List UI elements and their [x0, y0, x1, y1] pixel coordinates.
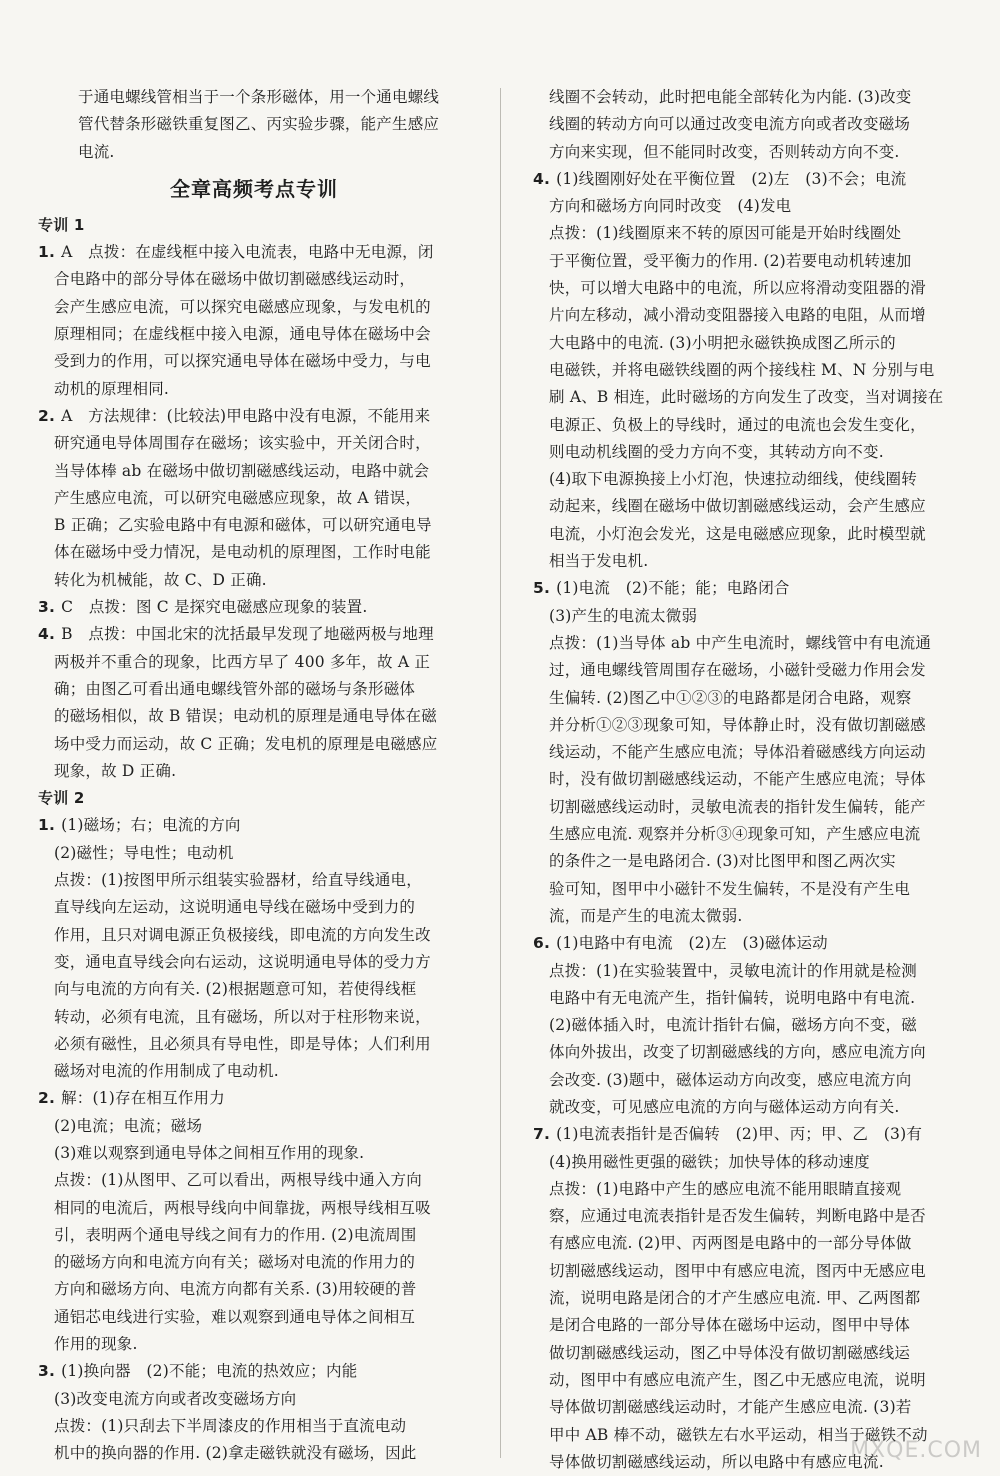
text-line: 验可知，图甲中小磁针不发生偏转，不是没有产生电: [549, 879, 911, 898]
text-line: 生偏转. (2)图乙中①②③的电路都是闭合电路，观察: [549, 688, 912, 707]
text-line: 研究通电导体周围存在磁场；该实验中，开关闭合时，: [54, 434, 431, 453]
text-line: 点拨：(1)电路中产生的感应电流不能用眼睛直接观: [549, 1179, 902, 1198]
text-line: 管代替条形磁铁重复图乙、丙实验步骤，能产生感应: [78, 115, 440, 134]
text-line: 点拨：(1)当导体 ab 中产生电流时，螺线管中有电流通: [549, 633, 932, 652]
answer-item: [38, 1358, 470, 1385]
answer-item: [533, 930, 963, 957]
text-line: 合电路中的部分导体在磁场中做切割磁感线运动时，: [54, 270, 416, 289]
text-line: B 正确；乙实验电路中有电源和磁体，可以研究通电导: [54, 516, 432, 535]
answer-item: [533, 575, 963, 602]
text-line: 点拨：(1)线圈原来不转的原因可能是开始时线圈处: [549, 224, 902, 243]
text-line: (2)磁性；导电性；电动机: [54, 843, 234, 862]
text-line: 有感应电流. (2)甲、丙两图是电路中的一部分导体做: [549, 1234, 912, 1253]
text-line: 两极并不重合的现象，比西方早了 400 多年，故 A 正: [54, 652, 431, 671]
text-line: 必须有磁性，且必须具有导电性，即是导体；人们利用: [54, 1034, 431, 1053]
text-line: (4)取下电源换接上小灯泡，快速拉动细线，使线圈转: [549, 470, 917, 489]
answer-item: [38, 239, 470, 266]
text-line: 点拨：(1)按图甲所示组装实验器材，给直导线通电，: [54, 871, 422, 890]
text-line: 电源正、负极上的导线时，通过的电流也会发生变化，: [549, 415, 926, 434]
text-line: 于通电螺线管相当于一个条形磁体，用一个通电螺线: [78, 88, 440, 106]
text-line: 通铝芯电线进行实验，难以观察到通电导体之间相互: [54, 1307, 416, 1326]
right-column: [533, 84, 963, 1476]
text-line: 确；由图乙可看出通电螺线管外部的磁场与条形磁体: [54, 679, 416, 698]
text-line: 电流.: [78, 142, 115, 161]
text-line: 时，没有做切割磁感线运动，不能产生感应电流；导体: [549, 770, 926, 789]
item-text: (1)线圈刚好处在平衡位置 (2)左 (3)不会；电流: [556, 169, 907, 188]
item-text: A 点拨：在虚线框中接入电流表，电路中无电源，闭: [61, 243, 434, 262]
text-line: 线运动，不能产生感应电流；导体沿着磁感线方向运动: [549, 743, 926, 762]
text-line: (4)换用磁性更强的磁铁；加快导体的移动速度: [549, 1152, 870, 1171]
item-number: 5.: [533, 579, 551, 598]
item-text: (1)电流 (2)不能；能；电路闭合: [556, 579, 790, 598]
text-line: 察，应通过电流表指针是否发生偏转，判断电路中是否: [549, 1207, 926, 1226]
text-line: 则电动机线圈的受力方向不变，其转动方向不变.: [549, 442, 884, 461]
section-heading: 专训 2: [38, 789, 85, 808]
text-line: 转动，必须有电流，且有磁场，所以对于柱形物来说，: [54, 1007, 431, 1026]
text-line: 过，通电螺线管周围存在磁场，小磁针受磁力作用会发: [549, 661, 926, 680]
item-number: 3.: [38, 598, 56, 617]
text-line: 刷 A、B 相连，此时磁场的方向发生了改变，当对调接在: [549, 388, 944, 407]
text-line: 片向左移动，减小滑动变阻器接入电路的电阻，从而增: [549, 306, 926, 325]
item-text: (1)磁场；右；电流的方向: [61, 816, 241, 835]
text-line: 机中的换向器的作用. (2)拿走磁铁就没有磁场，因此: [54, 1444, 417, 1463]
answer-item: [533, 166, 963, 193]
text-line: 场中受力而运动，故 C 正确；发电机的原理是电磁感应: [54, 734, 438, 753]
text-line: 甲中 AB 棒不动，磁铁左右水平运动，相当于磁铁不动: [549, 1425, 928, 1444]
answer-item: [38, 621, 470, 648]
text-line: 切割磁感线运动时，灵敏电流表的指针发生偏转，能产: [549, 797, 926, 816]
text-line: 并分析①②③现象可知，导体静止时，没有做切割磁感: [549, 715, 926, 734]
item-number: 3.: [38, 1362, 56, 1381]
text-line: 相当于发电机.: [549, 552, 649, 571]
text-line: 生感应电流. 观察并分析③④现象可知，产生感应电流: [549, 825, 921, 844]
text-line: (3)难以观察到通电导体之间相互作用的现象.: [54, 1143, 365, 1162]
text-line: 点拨：(1)在实验装置中，灵敏电流计的作用就是检测: [549, 961, 917, 980]
text-line: 是闭合电路的一部分导体在磁场中运动，图甲中导体: [549, 1316, 911, 1335]
text-line: 转化为机械能，故 C、D 正确.: [54, 570, 267, 589]
item-number: 2.: [38, 1089, 56, 1108]
text-line: 导体做切割磁感线运动时，才能产生感应电流. (3)若: [549, 1398, 912, 1417]
text-line: 直导线向左运动，这说明通电导线在磁场中受到力的: [54, 898, 416, 917]
chapter-title: 全章高频考点专训: [170, 176, 338, 201]
text-line: 流，而是产生的电流太微弱.: [549, 906, 743, 925]
answer-item: [38, 403, 470, 430]
item-text: B 点拨：中国北宋的沈括最早发现了地磁两极与地理: [61, 625, 434, 644]
text-line: 线圈的转动方向可以通过改变电流方向或者改变磁场: [549, 115, 911, 134]
text-line: 变，通电直导线会向右运动，这说明通电导体的受力方: [54, 952, 431, 971]
watermark-text: MXQE.COM: [850, 1438, 982, 1463]
item-number: 4.: [38, 625, 56, 644]
text-line: 的条件之一是电路闭合. (3)对比图甲和图乙两次实: [549, 852, 896, 871]
item-text: (1)电流表指针是否偏转 (2)甲、丙；甲、乙 (3)有: [556, 1125, 923, 1144]
item-text: 解：(1)存在相互作用力: [61, 1089, 225, 1108]
text-line: 方向和磁场方向、电流方向都有关系. (3)用较硬的普: [54, 1280, 417, 1299]
item-number: 7.: [533, 1125, 551, 1144]
text-line: 流，说明电路是闭合的才产生感应电流. 甲、乙两图都: [549, 1289, 921, 1308]
item-number: 1.: [38, 816, 56, 835]
item-number: 1.: [38, 243, 56, 262]
item-text: (1)电路中有电流 (2)左 (3)磁体运动: [556, 934, 828, 953]
answer-item: [38, 812, 470, 839]
text-line: 于平衡位置，受平衡力的作用. (2)若要电动机转速加: [549, 251, 912, 270]
answer-item: [533, 1121, 963, 1148]
text-line: 就改变，可见感应电流的方向与磁体运动方向有关.: [549, 1097, 900, 1116]
text-line: 作用的现象.: [54, 1335, 138, 1354]
item-number: 6.: [533, 934, 551, 953]
item-number: 2.: [38, 406, 56, 425]
item-text: A 方法规律：(比较法)甲电路中没有电源，不能用来: [61, 406, 431, 425]
text-line: 产生感应电流，可以研究电磁感应现象，故 A 错误，: [54, 488, 422, 507]
section-heading: 专训 1: [38, 215, 85, 234]
text-line: 点拨：(1)从图甲、乙可以看出，两根导线中通入方向: [54, 1171, 422, 1190]
text-line: 做切割磁感线运动，图乙中导体没有做切割磁感线运: [549, 1343, 911, 1362]
text-line: 会改变. (3)题中，磁体运动方向改变，感应电流方向: [549, 1070, 912, 1089]
text-line: 磁场对电流的作用制成了电动机.: [54, 1062, 279, 1081]
text-line: 相同的电流后，两根导线向中间靠拢，两根导线相互吸: [54, 1198, 431, 1217]
column-divider: [500, 88, 501, 1458]
answer-item: [38, 594, 470, 621]
text-line: (2)磁体插入时，电流计指针右偏，磁场方向不变，磁: [549, 1016, 917, 1035]
text-line: 体在磁场中受力情况，是电动机的原理图，工作时电能: [54, 543, 431, 562]
text-line: 快，可以增大电路中的电流，所以应将滑动变阻器的滑: [549, 279, 926, 298]
text-line: 当导体棒 ab 在磁场中做切割磁感线运动，电路中就会: [54, 461, 430, 480]
text-line: 的磁场相似，故 B 错误；电动机的原理是通电导体在磁: [54, 707, 437, 726]
item-text: (1)换向器 (2)不能；电流的热效应；内能: [61, 1362, 358, 1381]
text-line: 切割磁感线运动，图甲中有感应电流，图丙中无感应电: [549, 1261, 926, 1280]
left-column: [38, 84, 470, 1468]
text-line: 线圈不会转动，此时把电能全部转化为内能. (3)改变: [549, 88, 912, 106]
text-line: (3)产生的电流太微弱: [549, 606, 698, 625]
text-line: 动，图甲中有感应电流产生，图乙中无感应电流，说明: [549, 1370, 926, 1389]
text-line: (3)改变电流方向或者改变磁场方向: [54, 1389, 297, 1408]
text-line: 大电路中的电流. (3)小明把永磁铁换成图乙所示的: [549, 333, 896, 352]
item-text: C 点拨：图 C 是探究电磁感应现象的装置.: [61, 598, 368, 617]
text-line: 电路中有无电流产生，指针偏转，说明电路中有电流.: [549, 988, 916, 1007]
text-line: 方向来实现，但不能同时改变，否则转动方向不变.: [549, 142, 900, 161]
text-line: 电磁铁，并将电磁铁线圈的两个接线柱 M、N 分别与电: [549, 360, 935, 379]
text-line: 受到力的作用，可以探究通电导体在磁场中受力，与电: [54, 352, 431, 371]
item-number: 4.: [533, 169, 551, 188]
text-line: 向与电流的方向有关. (2)根据题意可知，若使得线框: [54, 980, 417, 999]
text-line: 引，表明两个通电导线之间有力的作用. (2)电流周围: [54, 1225, 417, 1244]
text-line: 电流，小灯泡会发光，这是电磁感应现象，此时模型就: [549, 524, 926, 543]
text-line: 体向外拔出，改变了切割磁感线的方向，感应电流方向: [549, 1043, 926, 1062]
text-line: 导体做切割磁感线运动，所以电路中有感应电流.: [549, 1452, 884, 1471]
text-line: 动起来，线圈在磁场中做切割磁感线运动，会产生感应: [549, 497, 926, 516]
answer-item: [38, 1085, 470, 1112]
text-line: 的磁场方向和电流方向有关；磁场对电流的作用力的: [54, 1253, 416, 1272]
text-line: 作用，且只对调电源正负极接线，即电流的方向发生改: [54, 925, 431, 944]
text-line: 会产生感应电流，可以探究电磁感应现象，与发电机的: [54, 297, 431, 316]
text-line: 现象，故 D 正确.: [54, 761, 177, 780]
text-line: (2)电流；电流；磁场: [54, 1116, 203, 1135]
text-line: 动机的原理相同.: [54, 379, 170, 398]
text-line: 原理相同；在虚线框中接入电源，通电导体在磁场中会: [54, 325, 431, 344]
text-line: 方向和磁场方向同时改变 (4)发电: [549, 197, 792, 216]
text-line: 点拨：(1)只刮去下半周漆皮的作用相当于直流电动: [54, 1416, 407, 1435]
